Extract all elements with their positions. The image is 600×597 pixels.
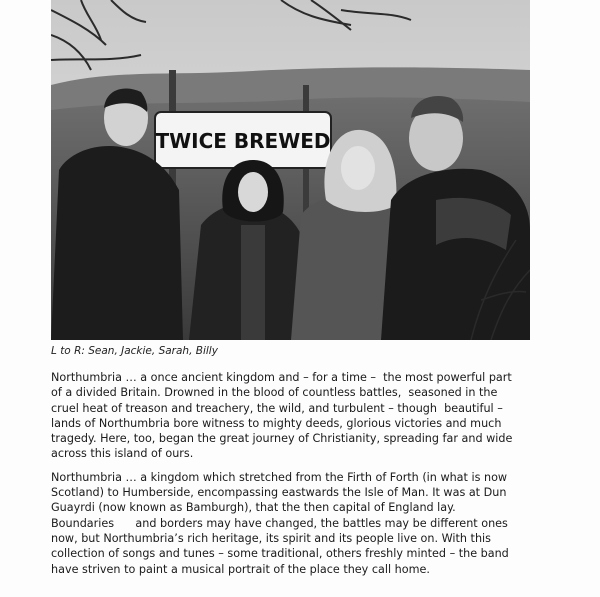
paragraph-2: Northumbria … a kingdom which stretched from the Firth of Forth (in what is now Scotland) to Humberside, encompassing eastwards the Isle of Man. It was at Dun Guayrdi (now known as Bamburgh), that the then capital of England lay. Boundaries and borders may have changed, the battles may be different ones now, but Northumbria’s rich heritage, its spirit and its people live on. With this collection of songs and tunes – some traditional, others freshly minted – the band have striven to paint a musical portrait of the place they call home.	[51, 470, 509, 576]
band-photo	[51, 0, 530, 340]
road-sign-text: TWICE BREWED	[155, 129, 331, 153]
photo-caption: L to R: Sean, Jackie, Sarah, Billy	[51, 345, 218, 357]
liner-notes	[51, 370, 533, 585]
band-photo-illustration	[51, 0, 530, 340]
paragraph-1: Northumbria … a once ancient kingdom and – for a time – the most powerful part of a divided Britain. Drowned in the blood of countless battles, seasoned in the cruel heat of treason and treachery, the wild, and turbulent – though beautiful – lands of Northumbria bore witness to mighty deeds, glorious victories and much tragedy. Here, too, began the great journey of Christianity, spreading far and wide across this island of ours.	[51, 371, 513, 461]
